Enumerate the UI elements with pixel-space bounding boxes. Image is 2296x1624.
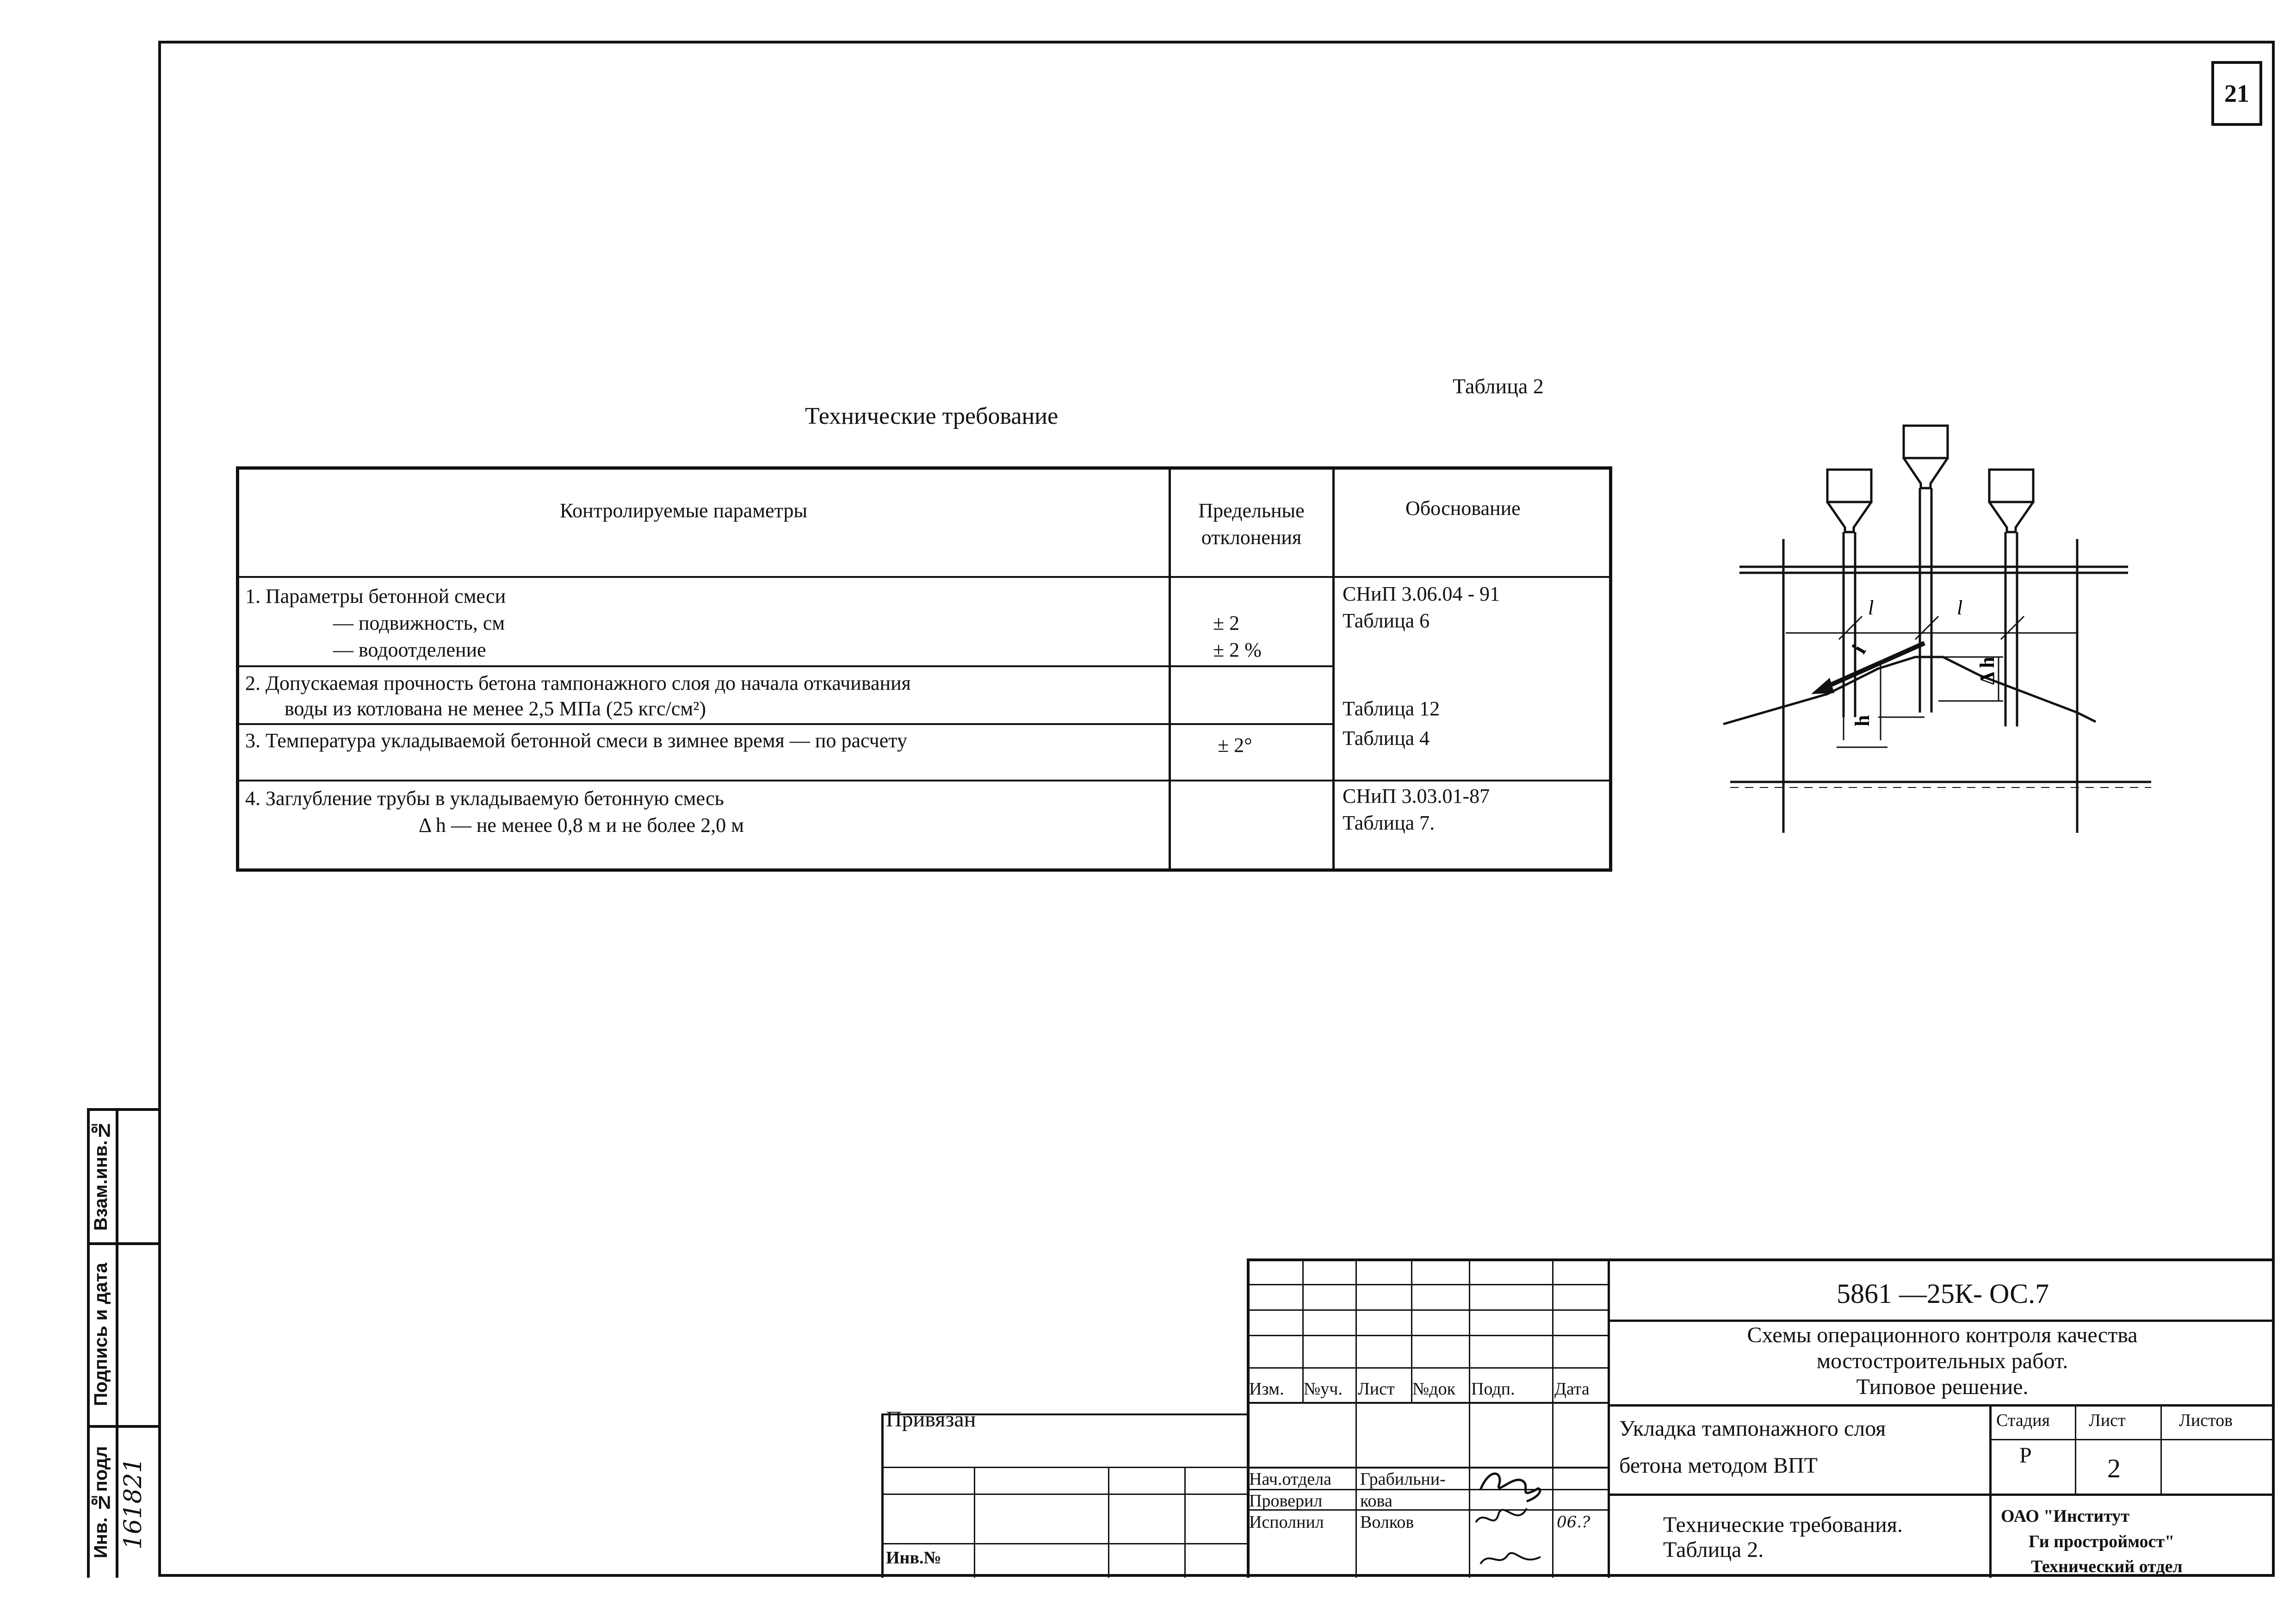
table-row-divider-2 bbox=[236, 723, 1335, 725]
name-volkov: Волков bbox=[1360, 1512, 1414, 1532]
row3-param: 3. Температура укладываемой бетонной смеси в зимнее время — по расчету bbox=[245, 729, 907, 752]
stage-header: Стадия bbox=[1996, 1411, 2050, 1430]
content-line1: Технические требования. bbox=[1663, 1512, 1903, 1537]
sheet-value: 2 bbox=[2107, 1453, 2121, 1483]
table-border-top bbox=[236, 466, 1612, 470]
table-label: Таблица 2 bbox=[1453, 374, 1544, 398]
role-nach-otdela: Нач.отдела bbox=[1249, 1469, 1332, 1489]
row4-param-line2: Δ h — не менее 0,8 м и не более 2,0 м bbox=[419, 814, 744, 837]
table-border-left bbox=[236, 466, 239, 872]
table-title: Технические требование bbox=[805, 403, 1058, 429]
project-line2: мостостроительных работ. bbox=[1816, 1349, 2068, 1373]
rev-header-nuch: №уч. bbox=[1304, 1379, 1343, 1399]
row1-dev-water: ± 2 % bbox=[1213, 638, 1262, 661]
doc-code: 5861 —25К- ОС.7 bbox=[1837, 1278, 2049, 1309]
row4-param-line1: 4. Заглубление трубы в укладываемую бетонную смесь bbox=[245, 787, 724, 810]
row2-basis: Таблица 12 bbox=[1343, 697, 1440, 720]
header-deviations: Предельные отклонения bbox=[1198, 499, 1305, 549]
row4-basis-table: Таблица 7. bbox=[1343, 812, 1435, 834]
side-inv-value: 161821 bbox=[119, 1457, 147, 1550]
right-hopper bbox=[1989, 470, 2033, 502]
row1-basis-table: Таблица 6 bbox=[1343, 609, 1430, 632]
privyazan-label: Привязан bbox=[886, 1407, 976, 1432]
name-grabilnikova-1: Грабильни- bbox=[1360, 1469, 1446, 1489]
table-col-divider-1 bbox=[1169, 466, 1171, 872]
table-col-divider-2 bbox=[1332, 466, 1335, 872]
rev-header-podp: Подп. bbox=[1471, 1379, 1515, 1399]
sheet-number: 21 bbox=[2211, 61, 2262, 126]
work-line2: бетона методом ВПТ bbox=[1619, 1453, 1818, 1478]
role-ispolnil: Исполнил bbox=[1249, 1512, 1324, 1532]
header-basis: Обоснование bbox=[1405, 497, 1521, 520]
project-line3: Типовое решение. bbox=[1856, 1375, 2029, 1399]
row2-param-line1: 2. Допускаемая прочность бетона тампонажного слоя до начала откачивания bbox=[245, 672, 911, 694]
left-hopper bbox=[1827, 470, 1871, 502]
row1-param-title: 1. Параметры бетонной смеси bbox=[245, 585, 506, 607]
content-line2: Таблица 2. bbox=[1663, 1537, 1764, 1562]
label-h: h bbox=[1851, 715, 1874, 726]
project-line1: Схемы операционного контроля качества bbox=[1747, 1323, 2138, 1347]
org-line2: Ги простроймост" bbox=[2029, 1532, 2175, 1551]
inv-no-label: Инв.№ bbox=[886, 1548, 941, 1568]
table-border-bottom bbox=[236, 868, 1612, 872]
role-proveril: Проверил bbox=[1249, 1491, 1323, 1511]
row1-param-mobility: — подвижность, см bbox=[333, 612, 505, 634]
row1-dev-mobility: ± 2 bbox=[1213, 612, 1240, 634]
header-parameters: Контролируемые параметры bbox=[560, 499, 808, 522]
row3-basis: Таблица 4 bbox=[1343, 727, 1430, 750]
work-line1: Укладка тампонажного слоя bbox=[1619, 1416, 1886, 1441]
stage-value: Р bbox=[2019, 1443, 2032, 1468]
table-border-right bbox=[1609, 466, 1612, 872]
tremie-diagram bbox=[1721, 416, 2160, 842]
row1-param-water: — водоотделение bbox=[333, 638, 486, 661]
row3-dev: ± 2° bbox=[1218, 734, 1252, 756]
side-inv-podl: Инв. №подл bbox=[91, 1446, 111, 1559]
label-l1: l bbox=[1868, 596, 1874, 619]
side-vzam: Взам.инв.№ bbox=[91, 1120, 111, 1231]
label-i: i bbox=[1847, 640, 1871, 658]
signature-date: 06.? bbox=[1557, 1513, 1590, 1531]
sheets-header: Листов bbox=[2179, 1411, 2233, 1430]
org-line3: Технический отдел bbox=[2031, 1557, 2183, 1576]
signatures bbox=[1471, 1457, 1554, 1573]
row4-basis-snip: СНиП 3.03.01-87 bbox=[1343, 785, 1490, 807]
rev-header-list: Лист bbox=[1358, 1379, 1395, 1399]
table-row-divider-1 bbox=[236, 665, 1335, 667]
org-line1: ОАО "Институт bbox=[2001, 1506, 2130, 1526]
rev-header-ndok: №док bbox=[1412, 1379, 1456, 1399]
rev-header-data: Дата bbox=[1554, 1379, 1590, 1399]
label-l2: l bbox=[1957, 596, 1963, 619]
sheet-header: Лист bbox=[2089, 1411, 2126, 1430]
center-hopper bbox=[1904, 426, 1948, 458]
row2-param-line2: воды из котлована не менее 2,5 МПа (25 кгс/см²) bbox=[285, 697, 706, 720]
row1-basis-snip: СНиП 3.06.04 - 91 bbox=[1343, 583, 1500, 605]
table-row-divider-3 bbox=[236, 780, 1612, 781]
name-grabilnikova-2: кова bbox=[1360, 1491, 1392, 1511]
rev-header-izm: Изм. bbox=[1249, 1379, 1284, 1399]
flow-arrow bbox=[1820, 643, 1925, 689]
side-podpis: Подпись и дата bbox=[91, 1263, 111, 1407]
table-header-divider bbox=[236, 576, 1612, 578]
label-dh: Δ h bbox=[1976, 657, 1999, 685]
